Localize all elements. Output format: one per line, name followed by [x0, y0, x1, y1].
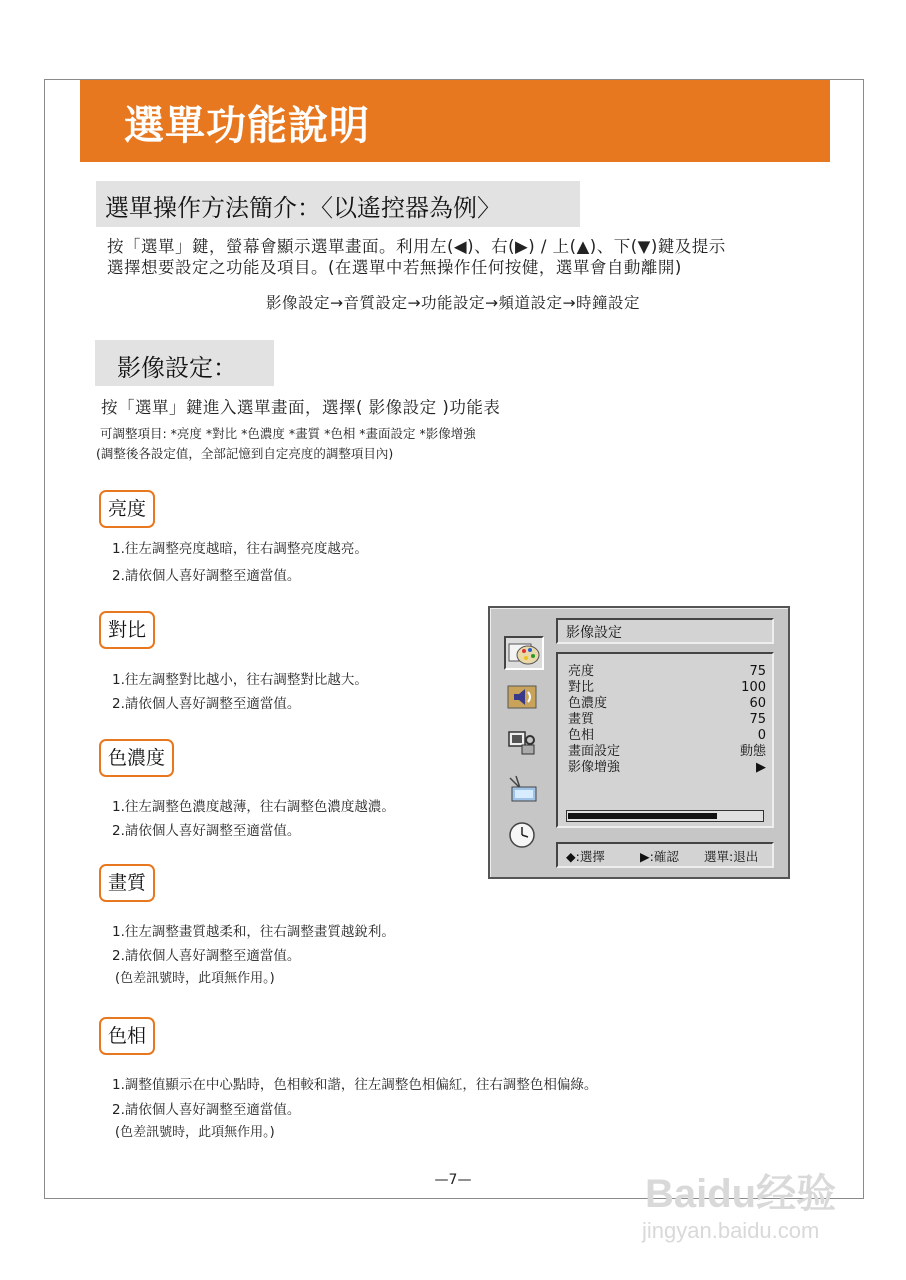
osd-row-label: 畫質 — [568, 712, 595, 727]
intro-section-title: 選單操作方法簡介：〈以遙控器為例〉 — [105, 194, 501, 222]
sound-icon — [504, 682, 544, 716]
osd-row-value: 75 — [749, 664, 766, 679]
osd-menu — [488, 606, 790, 879]
osd-row-saturation — [568, 696, 766, 712]
osd-row-label: 影像增強 — [568, 760, 621, 775]
image-line-2: 可調整項目: *亮度 *對比 *色濃度 *畫質 *色相 *畫面設定 *影像增強 — [100, 426, 476, 441]
function-icon — [504, 728, 544, 762]
osd-row-value: 動態 — [739, 744, 766, 759]
clock-icon — [504, 820, 544, 854]
menu-flow: 影像設定→音質設定→功能設定→頻道設定→時鐘設定 — [266, 294, 640, 312]
item-hue-note: (色差訊號時，此項無作用。) — [115, 1125, 275, 1140]
item-hue-label: 色相 — [108, 1025, 147, 1047]
osd-settings-list — [556, 652, 774, 828]
item-brightness-desc-1: 1.往左調整亮度越暗，往右調整亮度越亮。 — [112, 541, 368, 557]
channel-icon — [504, 774, 544, 808]
osd-row-contrast — [568, 680, 766, 696]
osd-row-enhance — [568, 760, 766, 776]
osd-row-picture-mode — [568, 744, 766, 760]
osd-row-label: 對比 — [568, 680, 595, 695]
osd-level-bar — [566, 810, 764, 822]
osd-row-hue — [568, 728, 766, 744]
item-contrast-label: 對比 — [108, 619, 147, 641]
intro-line-2: 選擇想要設定之功能及項目。(在選單中若無操作任何按健，選單會自動離開) — [107, 258, 682, 277]
intro-line-1: 按「選單」鍵，螢幕會顯示選單畫面。利用左(◀)、右(▶) / 上(▲)、下(▼)鍵及提示 — [107, 237, 726, 256]
item-brightness-label: 亮度 — [108, 498, 147, 520]
item-saturation-desc-2: 2.請依個人喜好調整至適當值。 — [112, 823, 301, 839]
osd-row-sharpness — [568, 712, 766, 728]
item-sharpness-desc-1: 1.往左調整畫質越柔和，往右調整畫質越銳利。 — [112, 924, 395, 940]
osd-help-bar — [556, 842, 774, 868]
osd-row-label: 色濃度 — [568, 696, 608, 711]
item-saturation-label: 色濃度 — [108, 747, 166, 769]
page-number: —7— — [434, 1172, 472, 1188]
osd-row-label: 畫面設定 — [568, 744, 621, 759]
picture-icon — [504, 636, 544, 670]
osd-level-bar-fill — [568, 813, 717, 819]
osd-help-exit: 選單:退出 — [704, 849, 759, 864]
osd-row-brightness — [568, 664, 766, 680]
item-hue-box — [99, 1017, 155, 1055]
osd-row-value: ▶ — [756, 760, 766, 775]
item-contrast-box — [99, 611, 155, 649]
item-hue-desc-1: 1.調整值顯示在中心點時，色相較和諧，往左調整色相偏紅，往右調整色相偏綠。 — [112, 1077, 598, 1093]
item-sharpness-label: 畫質 — [108, 872, 147, 894]
osd-title-box — [556, 618, 774, 644]
osd-row-value: 75 — [749, 712, 766, 727]
osd-help-confirm: ▶:確認 — [640, 849, 679, 864]
item-saturation-desc-1: 1.往左調整色濃度越薄，往右調整色濃度越濃。 — [112, 799, 395, 815]
osd-row-label: 亮度 — [568, 664, 595, 679]
item-brightness-box — [99, 490, 155, 528]
item-contrast-desc-2: 2.請依個人喜好調整至適當值。 — [112, 696, 301, 712]
item-hue-desc-2: 2.請依個人喜好調整至適當值。 — [112, 1102, 301, 1118]
osd-row-value: 100 — [741, 680, 766, 695]
item-sharpness-desc-2: 2.請依個人喜好調整至適當值。 — [112, 948, 301, 964]
item-contrast-desc-1: 1.往左調整對比越小，往右調整對比越大。 — [112, 672, 368, 688]
item-saturation-box — [99, 739, 174, 777]
watermark-brand: Baidu经验 — [645, 1172, 837, 1216]
image-line-3: (調整後各設定值，全部記憶到自定亮度的調整項目內) — [96, 446, 394, 461]
item-brightness-desc-2: 2.請依個人喜好調整至適當值。 — [112, 568, 301, 584]
osd-title: 影像設定 — [566, 625, 622, 641]
image-section-title: 影像設定： — [117, 354, 237, 382]
item-sharpness-box — [99, 864, 155, 902]
watermark-url: jingyan.baidu.com — [642, 1218, 820, 1243]
page-title: 選單功能說明 — [124, 103, 370, 149]
osd-row-value: 0 — [757, 728, 766, 743]
osd-row-value: 60 — [749, 696, 766, 711]
osd-row-label: 色相 — [568, 728, 595, 743]
osd-help-select: ◆:選擇 — [566, 849, 605, 864]
image-line-1: 按「選單」鍵進入選單畫面，選擇( 影像設定 )功能表 — [101, 398, 501, 417]
item-sharpness-note: (色差訊號時，此項無作用。) — [115, 971, 275, 986]
header-bar — [80, 80, 830, 162]
